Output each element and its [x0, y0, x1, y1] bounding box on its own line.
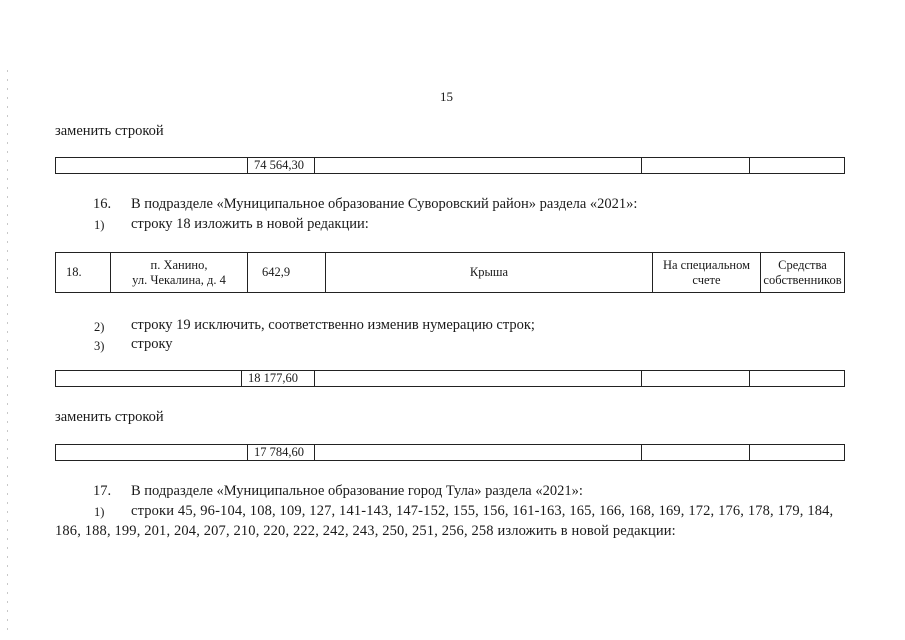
row-number: 18. — [66, 265, 82, 279]
section-17-item-1-number: 1) — [94, 505, 105, 519]
table-cell — [315, 371, 642, 387]
address-line-2: ул. Чекалина, д. 4 — [132, 272, 226, 287]
row-number-cell — [56, 253, 111, 293]
table-3 — [55, 444, 845, 461]
section-16-number: 16. — [93, 196, 112, 212]
item-3-number: 3) — [94, 339, 105, 353]
replace-label-2: заменить строкой — [55, 409, 164, 425]
table-cell — [642, 371, 750, 387]
source-line-1: Средства — [778, 257, 827, 272]
account-line-2: счете — [692, 272, 721, 287]
table-cell — [56, 371, 242, 387]
section-16-item-1-number: 1) — [94, 218, 105, 232]
table-row — [56, 445, 845, 461]
margin-marks — [7, 70, 8, 630]
address-cell — [111, 253, 248, 293]
account-line-1: На специальном — [662, 257, 751, 272]
sum-cell: 17 784,60 — [248, 445, 315, 461]
item-2-number: 2) — [94, 320, 105, 334]
table-cell — [642, 158, 750, 174]
table-cell — [750, 158, 845, 174]
source-line-2: собственников — [763, 272, 842, 287]
section-16-text: В подразделе «Муниципальное образование Суворовский район» раздела «2021»: — [131, 196, 638, 212]
table-row-18 — [55, 252, 845, 293]
table-cell — [642, 445, 750, 461]
area-value: 642,9 — [262, 265, 291, 279]
source-cell — [761, 253, 845, 293]
section-17-text: В подразделе «Муниципальное образование город Тула» раздела «2021»: — [131, 483, 583, 499]
table-cell — [56, 158, 248, 174]
table-cell — [750, 445, 845, 461]
table-row — [56, 371, 845, 387]
table-cell — [750, 371, 845, 387]
item-3-text: строку — [131, 336, 173, 352]
address-line-1: п. Ханино, — [150, 257, 208, 272]
sum-cell: 18 177,60 — [242, 371, 315, 387]
section-17-number: 17. — [93, 483, 112, 499]
item-2-text: строку 19 исключить, соответственно изменив нумерацию строк; — [131, 317, 535, 333]
table-2 — [55, 370, 845, 387]
table-cell — [56, 445, 248, 461]
table-row — [56, 158, 845, 174]
work-cell: Крыша — [326, 253, 653, 293]
area-cell — [248, 253, 326, 293]
account-cell — [653, 253, 761, 293]
section-16-item-1-text: строку 18 изложить в новой редакции: — [131, 216, 369, 232]
table-row — [56, 253, 845, 293]
section-17-item-1-line-1: строки 45, 96-104, 108, 109, 127, 141-143, 147-152, 155, 156, 161-163, 165, 166, 168, 169, 172, 176, 178, 179, 184, — [131, 503, 834, 519]
replace-label-1: заменить строкой — [55, 123, 164, 139]
page-number: 15 — [440, 89, 453, 104]
table-cell — [315, 158, 642, 174]
table-cell — [315, 445, 642, 461]
section-17-item-1-line-2: 186, 188, 199, 201, 204, 207, 210, 220, 222, 242, 243, 250, 251, 256, 258 изложить в новой редакции: — [55, 523, 676, 539]
table-1 — [55, 157, 845, 174]
sum-cell: 74 564,30 — [248, 158, 315, 174]
